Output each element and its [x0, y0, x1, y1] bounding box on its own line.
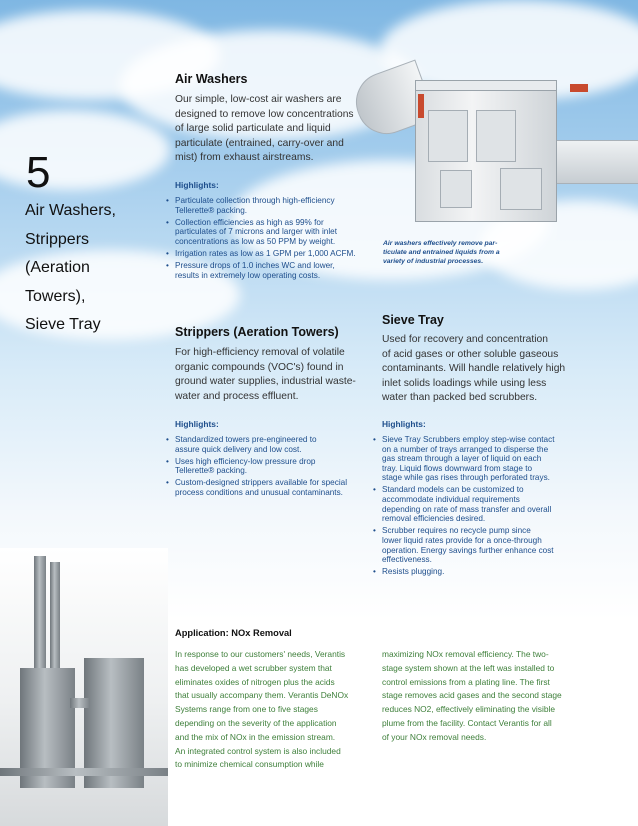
air-washers-body [175, 93, 375, 166]
application-left-column [175, 648, 375, 772]
strippers-heading: Strippers (Aeration Towers) [175, 325, 339, 339]
body-line: mist) from exhaust airstreams. [175, 152, 314, 164]
application-heading: Application: NOx Removal [175, 628, 292, 638]
air-washers-highlights [166, 196, 376, 283]
body-line: organic compounds (VOC's) found in [175, 361, 344, 373]
section-title-line: Air Washers, [25, 202, 116, 219]
strippers-highlights-label: Highlights: [175, 419, 219, 429]
body-line: inlet solids loadings while using less [382, 377, 547, 389]
sieve-tray-heading: Sieve Tray [382, 313, 444, 327]
sieve-tray-highlights [373, 435, 593, 579]
body-line: and the mix of NOx in the emission stream. [175, 731, 336, 742]
bullet-item: • Scrubber requires no recycle pump since lower liquid rates provide for a once-through operation. Energy savings further enhance cost effectiveness. [373, 526, 593, 564]
bullet-item: • Particulate collection through high-efficiency Tellerette® packing. [166, 196, 376, 215]
bullet-item: • Resists plugging. [373, 567, 593, 577]
body-line: depending on the severity of the application [175, 717, 337, 728]
body-line: Our simple, low-cost air washers are [175, 94, 342, 105]
strippers-highlights [166, 435, 376, 500]
bullet-item: • Pressure drops of 1.0 inches WC and lower, results in extremely low operating costs. [166, 261, 376, 280]
body-line: Systems range from one to five stages [175, 704, 318, 715]
caption-line: variety of industrial processes. [383, 257, 484, 265]
photo-caption [383, 240, 503, 266]
body-line: of acid gases or other soluble gaseous [382, 348, 559, 360]
caption-line: Air washers effectively remove par- [383, 240, 498, 247]
body-line: particulate (entrained, carry-over and [175, 137, 344, 149]
body-line: plume from the facility. Contact Verantis for all [382, 717, 552, 728]
body-line: reduces NO2, effectively eliminating the visible [382, 704, 556, 715]
body-line: For high-efficiency removal of volatile [175, 347, 345, 358]
body-line: stage system shown at the left was installed to [382, 662, 555, 673]
body-line: In response to our customers' needs, Verantis [175, 649, 346, 659]
section-title [25, 197, 150, 340]
air-washers-highlights-label: Highlights: [175, 180, 219, 190]
bullet-item: • Sieve Tray Scrubbers employ step-wise contact on a number of trays arranged to disperse the gas stream through a layer of liquid on each tray. Liquid flows downward from stage to stage while gas rises through perforated trays. [373, 435, 593, 483]
body-line: Used for recovery and concentration [382, 334, 548, 345]
bullet-item: • Custom-designed strippers available for special process conditions and unusual contaminants. [166, 478, 376, 497]
body-line: control emissions from a plating line. The first [382, 676, 550, 687]
bullet-item: • Uses high efficiency-low pressure drop Tellerette® packing. [166, 457, 376, 476]
body-line: An integrated control system is also included [175, 745, 341, 756]
sieve-tray-body [382, 333, 602, 406]
bullet-item: • Standardized towers pre-engineered to assure quick delivery and low cost. [166, 435, 376, 454]
air-washers-heading: Air Washers [175, 72, 248, 86]
section-number: 5 [26, 148, 51, 197]
body-line: contaminants. Will handle relatively high [382, 363, 566, 375]
body-line: of your NOx removal needs. [382, 731, 487, 742]
bullet-item: • Collection efficiencies as high as 99% for particulates of 7 microns and larger with inlet concentrations as low as 50 PPM by weight. [166, 218, 376, 247]
section-title-line: Strippers [25, 230, 90, 248]
application-right-column [382, 648, 597, 745]
strippers-body [175, 346, 375, 404]
body-line: water than packed bed scrubbers. [382, 392, 538, 404]
body-line: eliminates oxides of nitrogen plus the acids [175, 676, 335, 687]
bullet-item: • Irrigation rates as low as 1 GPM per 1,000 ACFM. [166, 249, 376, 259]
caption-line: ticulate and entrained liquids from a [383, 248, 500, 256]
body-line: of large solid particulate and liquid [175, 123, 331, 135]
body-line: water and process effluent. [175, 390, 299, 402]
denox-scrubber-photo [0, 548, 168, 826]
body-line: has developed a wet scrubber system that [175, 662, 332, 673]
body-line: maximizing NOx removal efficiency. The two- [382, 649, 549, 659]
body-line: stage removes acid gases and the second stage [382, 690, 562, 701]
body-line: designed to remove low concentrations [175, 108, 354, 120]
body-line: to minimize chemical consumption while [175, 759, 324, 770]
section-title-line: Towers), [25, 287, 86, 305]
section-title-line: (Aeration [25, 259, 90, 276]
body-line: ground water supplies, industrial waste- [175, 376, 356, 388]
bullet-item: • Standard models can be customized to accommodate individual requirements depending on rate of mass transfer and overall removal efficiencies desired. [373, 485, 593, 523]
body-line: that usually accompany them. Verantis DeNOx [175, 690, 349, 701]
section-title-line: Sieve Tray [25, 316, 101, 333]
sieve-tray-highlights-label: Highlights: [382, 419, 426, 429]
